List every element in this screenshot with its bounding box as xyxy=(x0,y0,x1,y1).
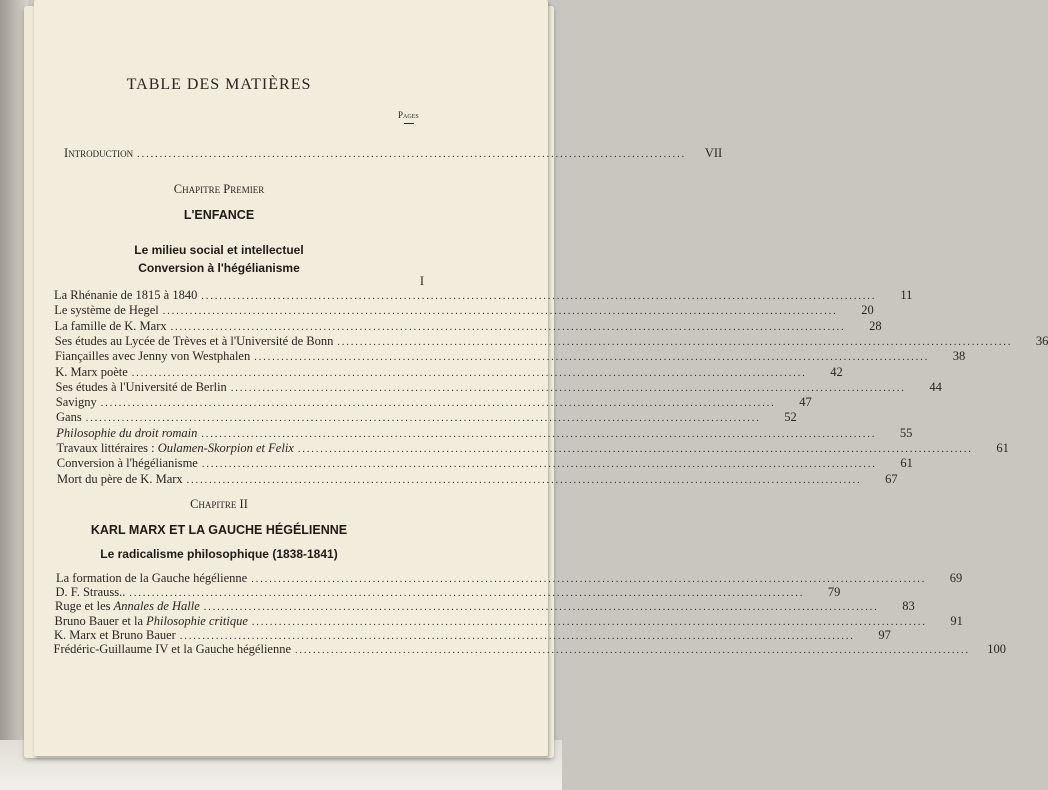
entry-page: 67 xyxy=(885,471,898,486)
entry-label: Savigny xyxy=(55,395,97,410)
toc-entry[interactable] xyxy=(54,613,963,629)
entry-page: 36 xyxy=(1035,333,1048,348)
entry-label-italic: Annales de Halle xyxy=(113,599,200,614)
toc-entry[interactable] xyxy=(55,364,843,380)
entry-page: 79 xyxy=(827,585,841,600)
toc-entry[interactable] xyxy=(57,471,898,487)
toc-entry[interactable] xyxy=(55,349,966,364)
chapter-1-subtitle-line2: Conversion à l'hégélianisme xyxy=(138,261,300,275)
entry-label-italic: Philosophie critique xyxy=(146,613,248,628)
leader-dots: ...................................................................................................................................................... xyxy=(179,630,855,642)
chapter-1-first-page: I xyxy=(419,274,424,288)
leader-dots: ...................................................................................................................................................... xyxy=(201,291,877,302)
leader-dots: .......................................................................................................................... xyxy=(137,149,687,160)
leader-dots: ...................................................................................................................................................... xyxy=(170,321,846,333)
leader-dots: ...................................................................................................................................................... xyxy=(295,645,971,656)
toc-entry[interactable] xyxy=(54,627,891,643)
entry-label: Ses études au Lycée de Trèves et à l'Université de Bonn xyxy=(54,333,334,348)
toc-entry[interactable] xyxy=(56,410,797,425)
entry-label xyxy=(55,614,248,629)
toc-entry[interactable] xyxy=(56,425,913,441)
entry-page: VII xyxy=(704,146,723,160)
entry-label: Le système de Hegel xyxy=(54,303,159,318)
entry-label: Mort du père de K. Marx xyxy=(57,471,183,486)
toc-entry[interactable] xyxy=(53,642,1007,657)
leader-dots: ...................................................................................................................................................... xyxy=(129,588,805,600)
entry-page: 61 xyxy=(900,456,913,471)
entry-label: La formation de la Gauche hégélienne xyxy=(56,571,248,585)
toc-content xyxy=(53,0,1048,756)
page-title: TABLE DES MATIÈRES xyxy=(126,76,312,93)
chapter-1-subtitle-line1: Le milieu social et intellectuel xyxy=(134,243,304,257)
toc-entry[interactable] xyxy=(54,288,913,303)
leader-dots: ...................................................................................................................................................... xyxy=(337,336,1013,348)
leader-dots: ...................................................................................................................................................... xyxy=(251,574,927,585)
toc-entry[interactable] xyxy=(54,318,882,334)
entry-page: 20 xyxy=(861,303,874,318)
entry-label xyxy=(57,441,294,456)
chapter-2-label: Chapitre II xyxy=(190,497,248,511)
entry-page: 100 xyxy=(987,642,1007,656)
entry-page: 42 xyxy=(830,364,843,379)
toc-entry[interactable] xyxy=(55,379,942,395)
entry-label-italic: Oulamen-Skorpion et Felix xyxy=(157,441,294,455)
entry-page: 52 xyxy=(784,410,797,425)
entry-label: Fiançailles avec Jenny von Westphalen xyxy=(55,349,251,364)
entry-label: Ses études à l'Université de Berlin xyxy=(55,379,227,394)
entry-page: 28 xyxy=(869,318,882,333)
entry-page: 47 xyxy=(799,395,812,410)
entry-page: 38 xyxy=(952,349,966,364)
entry-label: D. F. Strauss.. xyxy=(55,585,126,600)
toc-entry[interactable] xyxy=(56,571,963,586)
leader-dots: ...................................................................................................................................................... xyxy=(201,459,877,471)
leader-dots: ...................................................................................................................................................... xyxy=(254,352,930,364)
entry-page: 97 xyxy=(878,627,891,642)
toc-entry[interactable] xyxy=(55,395,812,410)
entry-label: K. Marx et Bruno Bauer xyxy=(54,627,176,642)
entry-page: 69 xyxy=(949,571,963,585)
leader-dots: ...................................................................................................................................................... xyxy=(186,474,862,486)
entry-page: 83 xyxy=(902,599,915,614)
entry-label: Introduction xyxy=(64,146,134,160)
toc-entry[interactable] xyxy=(55,599,915,614)
toc-entry[interactable] xyxy=(56,441,1009,456)
leader-dots: ...................................................................................................................................................... xyxy=(297,444,973,455)
pages-rule xyxy=(404,123,414,124)
leader-dots: ...................................................................................................................................................... xyxy=(230,382,906,394)
entry-page: 55 xyxy=(899,425,913,440)
toc-entry[interactable] xyxy=(55,585,841,600)
entry-label: K. Marx poète xyxy=(55,364,128,379)
entry-label xyxy=(55,599,200,614)
chapter-1-label: Chapitre Premier xyxy=(173,182,265,196)
entry-page: 11 xyxy=(900,288,913,302)
entry-label-plain: Travaux littéraires : xyxy=(56,441,158,455)
leader-dots: ...................................................................................................................................................... xyxy=(201,428,877,440)
entry-label: Frédéric-Guillaume IV et la Gauche hégélienne xyxy=(53,642,292,656)
entry-label-plain: Bruno Bauer et la xyxy=(54,613,147,628)
leader-dots: ...................................................................................................................................................... xyxy=(251,616,927,628)
book-page xyxy=(34,0,1048,756)
entry-label: La famille de K. Marx xyxy=(54,318,167,333)
chapter-2-heading: KARL MARX ET LA GAUCHE HÉGÉLIENNE xyxy=(90,523,348,537)
entry-page: 91 xyxy=(950,613,963,628)
chapter-2-subtitle: Le radicalisme philosophique (1838-1841) xyxy=(100,547,338,561)
entry-page: 61 xyxy=(996,441,1009,455)
entry-label-plain: Ruge et les xyxy=(55,599,114,614)
entry-label: Conversion à l'hégélianisme xyxy=(56,456,198,471)
leader-dots: ...................................................................................................................................................... xyxy=(162,306,838,318)
toc-entry[interactable] xyxy=(54,333,1048,349)
leader-dots: ...................................................................................................................................................... xyxy=(203,602,879,614)
chapter-1-heading: L'ENFANCE xyxy=(183,208,255,222)
leader-dots: ...................................................................................................................................................... xyxy=(131,367,807,379)
entry-label: La Rhénanie de 1815 à 1840 xyxy=(54,288,198,302)
entry-page: 44 xyxy=(929,379,942,394)
toc-entry-introduction[interactable] xyxy=(64,146,723,161)
entry-label: Gans xyxy=(56,410,82,425)
pages-column-label: Pages xyxy=(398,110,419,120)
leader-dots: ...................................................................................................................................................... xyxy=(85,413,761,425)
entry-label: Philosophie du droit romain xyxy=(56,425,198,440)
leader-dots: ...................................................................................................................................................... xyxy=(100,398,776,410)
toc-entry[interactable] xyxy=(56,456,913,471)
toc-entry[interactable] xyxy=(54,303,874,318)
